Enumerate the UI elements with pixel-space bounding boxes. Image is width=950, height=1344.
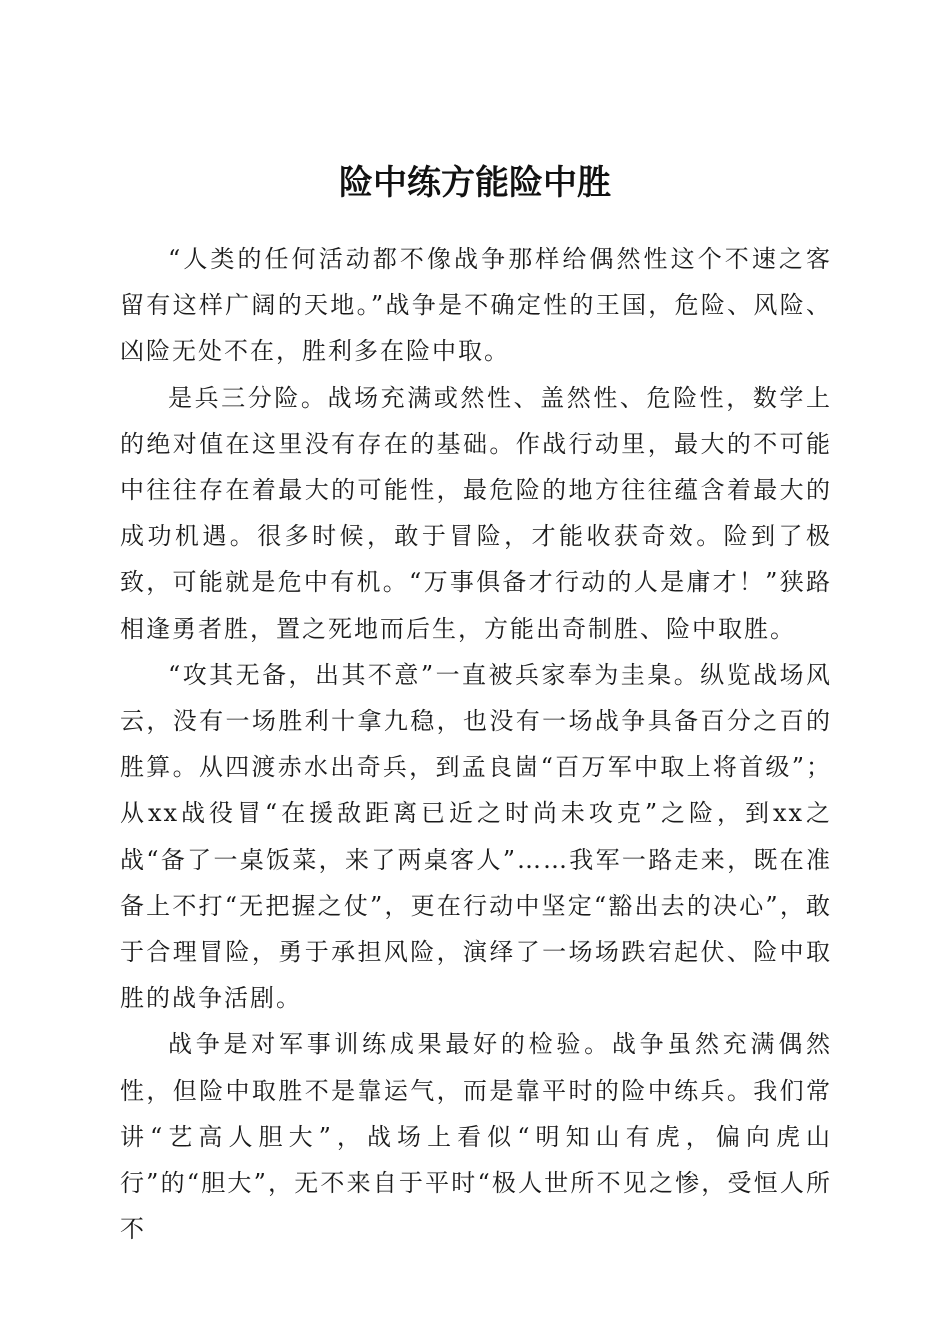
- document-title: 险中练方能险中胜: [339, 162, 611, 203]
- paragraph-3: “攻其无备，出其不意”一直被兵家奉为圭臬。纵览战场风云，没有一场胜利十拿九稳，也没有一场战争具备百分之百的胜算。从四渡赤水出奇兵，到孟良崮“百万军中取上将首级”；从xx战役冒“在援敌距离已近之时尚未攻克”之险，到xx之战“备了一桌饭菜，来了两桌客人”……我军一路走来，既在准备上不打“无把握之仗”，更在行动中坚定“豁出去的决心”，敢于合理冒险，勇于承担风险，演绎了一场场跌宕起伏、险中取胜的战争活剧。: [120, 660, 832, 1013]
- document-body: [120, 236, 832, 1252]
- paragraph-2: 是兵三分险。战场充满或然性、盖然性、危险性，数学上的绝对值在这里没有存在的基础。作战行动里，最大的不可能中往往存在着最大的可能性，最危险的地方往往蕴含着最大的成功机遇。很多时候，敢于冒险，才能收获奇效。险到了极致，可能就是危中有机。“万事俱备才行动的人是庸才！”狭路相逢勇者胜，置之死地而后生，方能出奇制胜、险中取胜。: [120, 383, 832, 643]
- paragraph-4: 战争是对军事训练成果最好的检验。战争虽然充满偶然性，但险中取胜不是靠运气，而是靠平时的险中练兵。我们常讲“艺高人胆大”，战场上看似“明知山有虎，偏向虎山行”的“胆大”，无不来自于平时“极人世所不见之惨，受恒人所不: [120, 1030, 832, 1244]
- paragraph-1: “人类的任何活动都不像战争那样给偶然性这个不速之客留有这样广阔的天地。”战争是不确定性的王国，危险、风险、凶险无处不在，胜利多在险中取。: [120, 245, 832, 366]
